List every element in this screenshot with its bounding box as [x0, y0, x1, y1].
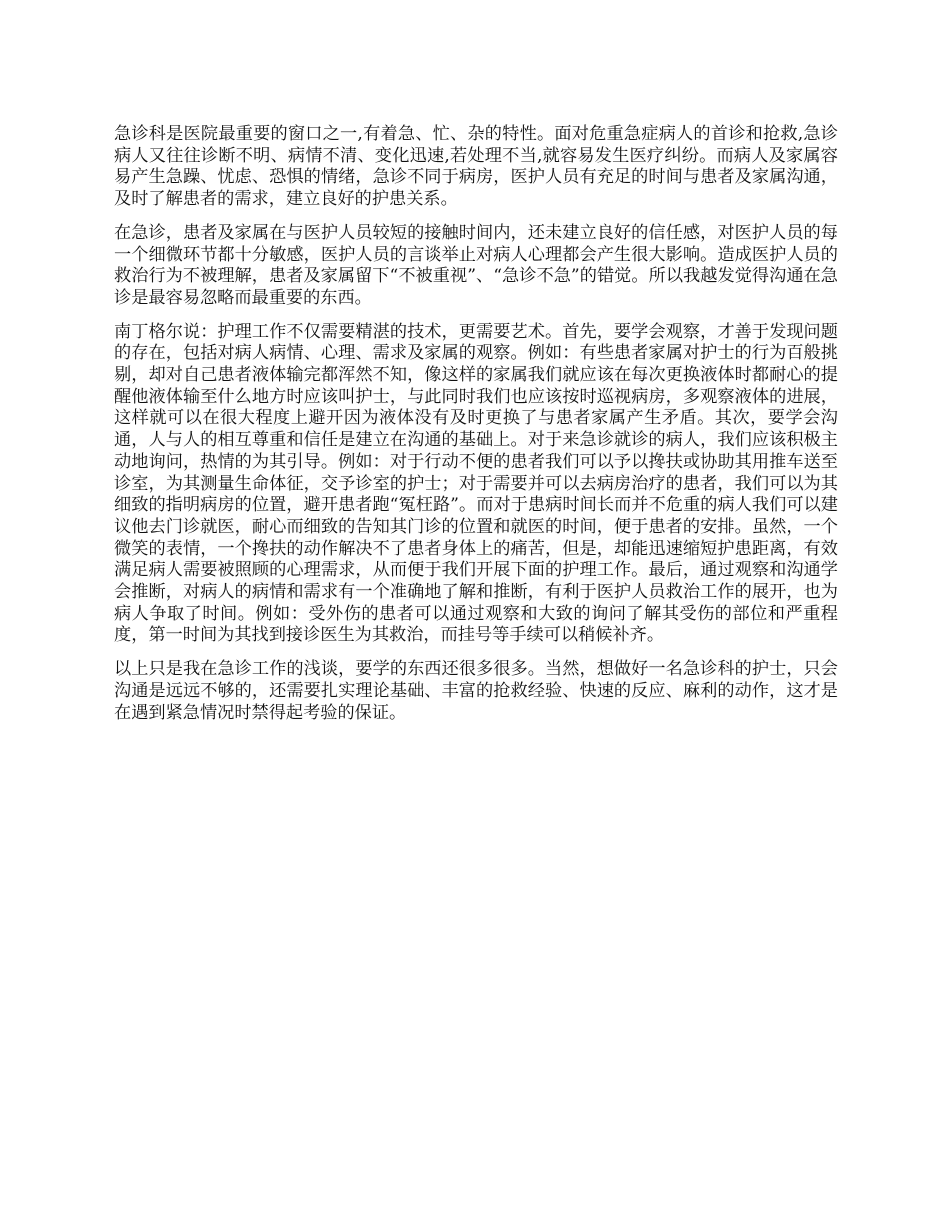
paragraph-2: 在急诊，患者及家属在与医护人员较短的接触时间内，还未建立良好的信任感，对医护人员的每一个细微环节都十分敏感，医护人员的言谈举止对病人心理都会产生很大影响。造成医护人员的救治行为不被理解，患者及家属留下“不被重视”、“急诊不急”的错觉。所以我越发觉得沟通在急诊是最容易忽略而最重要的东西。 — [114, 222, 838, 308]
document-body — [114, 124, 838, 736]
paragraph-3: 南丁格尔说：护理工作不仅需要精湛的技术，更需要艺术。首先，要学会观察，才善于发现问题的存在，包括对病人病情、心理、需求及家属的观察。例如：有些患者家属对护士的行为百般挑剔，却对自己患者液体输完都浑然不知，像这样的家属我们就应该在每次更换液体时都耐心的提醒他液体输至什么地方时应该叫护士，与此同时我们也应该按时巡视病房，多观察液体的进展，这样就可以在很大程度上避开因为液体没有及时更换了与患者家属产生矛盾。其次，要学会沟通，人与人的相互尊重和信任是建立在沟通的基础上。对于来急诊就诊的病人，我们应该积极主动地询问，热情的为其引导。例如：对于行动不便的患者我们可以予以搀扶或协助其用推车送至诊室，为其测量生命体征，交予诊室的护士；对于需要并可以去病房治疗的患者，我们可以为其细致的指明病房的位置，避开患者跑“冤枉路”。而对于患病时间长而并不危重的病人我们可以建议他去门诊就医，耐心而细致的告知其门诊的位置和就医的时间，便于患者的安排。虽然，一个微笑的表情，一个搀扶的动作解决不了患者身体上的痛苦，但是，却能迅速缩短护患距离，有效满足病人需要被照顾的心理需求，从而便于我们开展下面的护理工作。最后，通过观察和沟通学会推断，对病人的病情和需求有一个准确地了解和推断，有利于医护人员救治工作的展开，也为病人争取了时间。例如：受外伤的患者可以通过观察和大致的询问了解其受伤的部位和严重程度，第一时间为其找到接诊医生为其救治，而挂号等手续可以稍候补齐。 — [114, 321, 838, 646]
paragraph-1: 急诊科是医院最重要的窗口之一,有着急、忙、杂的特性。面对危重急症病人的首诊和抢救,急诊病人又往往诊断不明、病情不清、变化迅速,若处理不当,就容易发生医疗纠纷。而病人及家属容易产生急躁、忧虑、恐惧的情绪，急诊不同于病房，医护人员有充足的时间与患者及家属沟通，及时了解患者的需求，建立良好的护患关系。 — [114, 124, 838, 210]
paragraph-4: 以上只是我在急诊工作的浅谈，要学的东西还很多很多。当然，想做好一名急诊科的护士，只会沟通是远远不够的，还需要扎实理论基础、丰富的抢救经验、快速的反应、麻利的动作，这才是在遇到紧急情况时禁得起考验的保证。 — [114, 659, 838, 723]
